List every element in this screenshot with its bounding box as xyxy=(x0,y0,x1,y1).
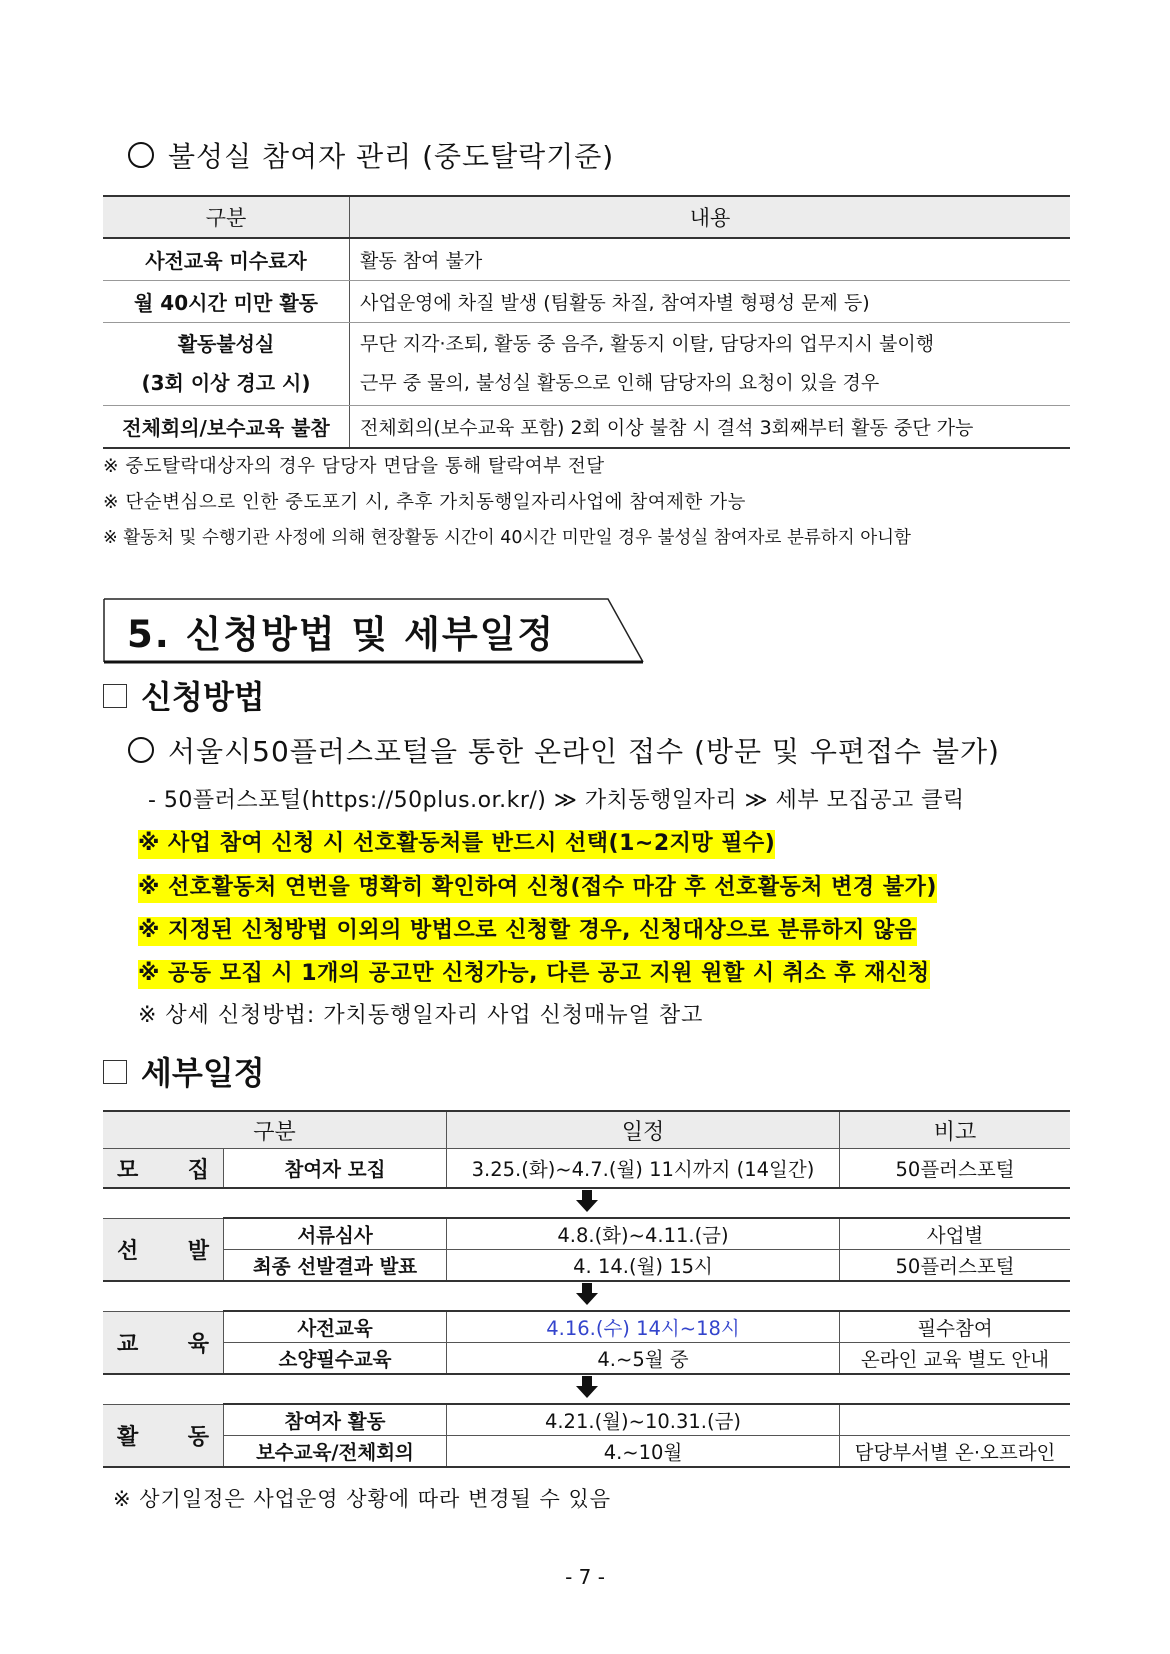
arrow-row xyxy=(103,1281,1070,1311)
row-category: 전체회의/보수교육 불참 xyxy=(103,406,350,449)
square-bullet-icon xyxy=(103,1060,127,1084)
table-row xyxy=(103,1250,1070,1282)
schedule-table xyxy=(103,1110,1070,1468)
item-remark: 담당부서별 온·오프라인 xyxy=(840,1436,1071,1468)
apply-method-heading xyxy=(103,672,265,718)
highlight-note-text: ※ 지정된 신청방법 이외의 방법으로 신청할 경우, 신청대상으로 분류하지 않음 xyxy=(138,917,917,946)
row-content xyxy=(350,323,1071,406)
item-remark: 필수참여 xyxy=(840,1311,1071,1343)
item-remark: 50플러스포털 xyxy=(840,1250,1071,1282)
item-schedule: 4.16.(수) 14시~18시 xyxy=(447,1311,840,1343)
category-char: 모 xyxy=(117,1157,139,1183)
table-header-row xyxy=(103,196,1070,238)
table-row xyxy=(103,238,1070,281)
circle-bullet-icon xyxy=(128,737,154,763)
header-content: 내용 xyxy=(350,196,1071,238)
table-row xyxy=(103,281,1070,323)
table-row xyxy=(103,406,1070,449)
item-schedule: 3.25.(화)~4.7.(월) 11시까지 (14일간) xyxy=(447,1149,840,1189)
item-name: 참여자 활동 xyxy=(224,1404,447,1436)
arrow-row xyxy=(103,1188,1070,1218)
header-category: 구분 xyxy=(103,1111,447,1149)
item-schedule: 4.~5월 중 xyxy=(447,1343,840,1375)
item-name: 참여자 모집 xyxy=(224,1149,447,1189)
schedule-footnote: ※ 상기일정은 사업운영 상황에 따라 변경될 수 있음 xyxy=(113,1487,612,1511)
highlight-note-text: ※ 선호활동처 연번을 명확히 확인하여 신청(접수 마감 후 선호활동처 변경 불가) xyxy=(138,874,937,903)
schedule-heading-text: 세부일정 xyxy=(141,1054,265,1092)
arrow-down-icon xyxy=(576,1376,598,1398)
row-content-line: 무단 지각·조퇴, 활동 중 음주, 활동지 이탈, 담당자의 업무지시 불이행 xyxy=(360,333,935,355)
table-row xyxy=(103,1149,1070,1189)
category-char: 집 xyxy=(187,1157,209,1183)
table-row xyxy=(103,1404,1070,1436)
apply-path: - 50플러스포털(https://50plus.or.kr/) ≫ 가치동행일자리 ≫ 세부 모집공고 클릭 xyxy=(148,788,965,813)
category-char: 활 xyxy=(117,1424,139,1450)
row-content: 활동 참여 불가 xyxy=(350,238,1071,281)
dropout-heading-text: 불성실 참여자 관리 (중도탈락기준) xyxy=(168,140,615,173)
item-name: 사전교육 xyxy=(224,1311,447,1343)
square-bullet-icon xyxy=(103,684,127,708)
table-row xyxy=(103,1218,1070,1250)
highlight-note-text: ※ 사업 참여 신청 시 선호활동처를 반드시 선택(1~2지망 필수) xyxy=(138,830,775,859)
arrow-down-icon xyxy=(576,1283,598,1305)
arrow-down-icon xyxy=(576,1190,598,1212)
page-number: - 7 - xyxy=(565,1565,605,1589)
row-category-line: (3회 이상 경고 시) xyxy=(141,371,311,395)
row-content-line: 근무 중 물의, 불성실 활동으로 인해 담당자의 요청이 있을 경우 xyxy=(360,372,880,394)
manual-note: ※ 상세 신청방법: 가치동행일자리 사업 신청매뉴얼 참고 xyxy=(138,1003,704,1028)
header-schedule: 일정 xyxy=(447,1111,840,1149)
group-category xyxy=(103,1149,224,1189)
apply-main-line xyxy=(128,730,1000,770)
item-schedule: 4.21.(월)~10.31.(금) xyxy=(447,1404,840,1436)
item-name: 최종 선발결과 발표 xyxy=(224,1250,447,1282)
item-name: 소양필수교육 xyxy=(224,1343,447,1375)
row-content: 전체회의(보수교육 포함) 2회 이상 불참 시 결석 3회째부터 활동 중단 가능 xyxy=(350,406,1071,449)
group-category xyxy=(103,1404,224,1467)
row-content: 사업운영에 차질 발생 (팀활동 차질, 참여자별 형평성 문제 등) xyxy=(350,281,1071,323)
group-category xyxy=(103,1218,224,1281)
item-remark: 온라인 교육 별도 안내 xyxy=(840,1343,1071,1375)
highlight-note xyxy=(138,826,775,857)
row-category xyxy=(103,323,350,406)
dropout-criteria-table xyxy=(103,195,1070,449)
section-title-box xyxy=(103,598,643,661)
item-remark: 사업별 xyxy=(840,1218,1071,1250)
section-title: 5. 신청방법 및 세부일정 xyxy=(127,613,556,656)
dropout-note: ※ 단순변심으로 인한 중도포기 시, 추후 가치동행일자리사업에 참여제한 가능 xyxy=(103,492,746,513)
dropout-criteria-heading xyxy=(128,135,614,175)
row-category: 월 40시간 미만 활동 xyxy=(103,281,350,323)
item-name: 보수교육/전체회의 xyxy=(224,1436,447,1468)
category-char: 발 xyxy=(187,1238,209,1264)
arrow-row xyxy=(103,1374,1070,1404)
item-schedule: 4. 14.(월) 15시 xyxy=(447,1250,840,1282)
table-row xyxy=(103,1436,1070,1468)
category-char: 선 xyxy=(117,1238,139,1264)
highlight-note-text: ※ 공동 모집 시 1개의 공고만 신청가능, 다른 공고 지원 원할 시 취소 후 재신청 xyxy=(138,960,930,989)
table-row xyxy=(103,323,1070,406)
table-row xyxy=(103,1311,1070,1343)
dropout-note: ※ 중도탈락대상자의 경우 담당자 면담을 통해 탈락여부 전달 xyxy=(103,456,605,477)
header-category: 구분 xyxy=(103,196,350,238)
table-header-row xyxy=(103,1111,1070,1149)
header-remark: 비고 xyxy=(840,1111,1071,1149)
highlight-note xyxy=(138,913,917,944)
apply-heading-text: 신청방법 xyxy=(141,678,265,716)
row-category: 사전교육 미수료자 xyxy=(103,238,350,281)
category-char: 동 xyxy=(187,1424,209,1450)
item-remark: 50플러스포털 xyxy=(840,1149,1071,1189)
dropout-note: ※ 활동처 및 수행기관 사정에 의해 현장활동 시간이 40시간 미만일 경우 불성실 참여자로 분류하지 아니함 xyxy=(103,528,911,548)
category-char: 육 xyxy=(187,1331,209,1357)
row-category-line: 활동불성실 xyxy=(177,332,275,356)
item-schedule: 4.8.(화)~4.11.(금) xyxy=(447,1218,840,1250)
highlight-note xyxy=(138,956,930,987)
table-row xyxy=(103,1343,1070,1375)
category-char: 교 xyxy=(117,1331,139,1357)
apply-main-text: 서울시50플러스포털을 통한 온라인 접수 (방문 및 우편접수 불가) xyxy=(168,735,1000,768)
schedule-heading xyxy=(103,1048,265,1094)
item-name: 서류심사 xyxy=(224,1218,447,1250)
item-remark xyxy=(840,1404,1071,1436)
circle-bullet-icon xyxy=(128,142,154,168)
item-schedule: 4.~10월 xyxy=(447,1436,840,1468)
highlight-note xyxy=(138,870,937,901)
group-category xyxy=(103,1311,224,1374)
